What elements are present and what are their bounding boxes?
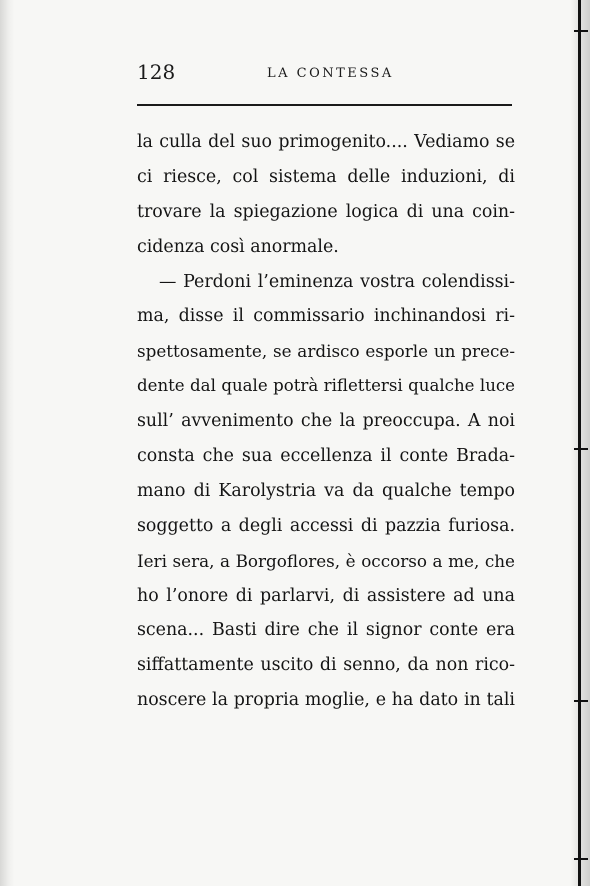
text-line: ma, disse il commissario inchinandosi ri-	[137, 306, 515, 327]
page-gutter-shadow	[0, 0, 14, 886]
text-line: dente dal quale potrà riflettersi qualche luce	[137, 376, 515, 396]
binding-mark	[574, 858, 588, 860]
text-line: siffattamente uscito di senno, da non rico-	[137, 655, 515, 676]
text-line: spettosamente, se ardisco esporle un prece-	[137, 341, 515, 362]
text-line: trovare la spiegazione logica di una coin-	[137, 201, 515, 222]
text-line: scena... Basti dire che il signor conte era	[137, 620, 515, 641]
text-line: ci riesce, col sistema delle induzioni, di	[137, 166, 515, 187]
binding-mark	[574, 30, 588, 32]
text-line: Ieri sera, a Borgoflores, è occorso a me, che	[137, 550, 515, 571]
text-line: la culla del suo primogenito.... Vediamo se	[137, 132, 515, 152]
binding-mark	[574, 448, 588, 450]
text-line: soggetto a degli accessi di pazzia furiosa.	[137, 515, 515, 536]
text-line: noscere la propria moglie, e ha dato in tali	[137, 690, 515, 711]
text-line: cidenza così anormale.	[137, 236, 339, 257]
text-line: sull’ avvenimento che la preoccupa. A noi	[137, 411, 515, 432]
text-line: ho l’onore di parlarvi, di assistere ad una	[137, 585, 515, 606]
page-header	[137, 58, 512, 88]
text-line: mano di Karolystria va da qualche tempo	[137, 480, 515, 501]
running-title: LA CONTESSA	[267, 66, 394, 81]
text-line: — Perdoni l’eminenza vostra colendissi-	[159, 271, 515, 292]
binding-line	[578, 0, 581, 886]
body-text	[137, 125, 515, 718]
binding-mark	[574, 700, 588, 702]
header-rule	[137, 104, 512, 106]
text-line: consta che sua eccellenza il conte Brada-	[137, 446, 515, 467]
page-number: 128	[137, 60, 176, 84]
